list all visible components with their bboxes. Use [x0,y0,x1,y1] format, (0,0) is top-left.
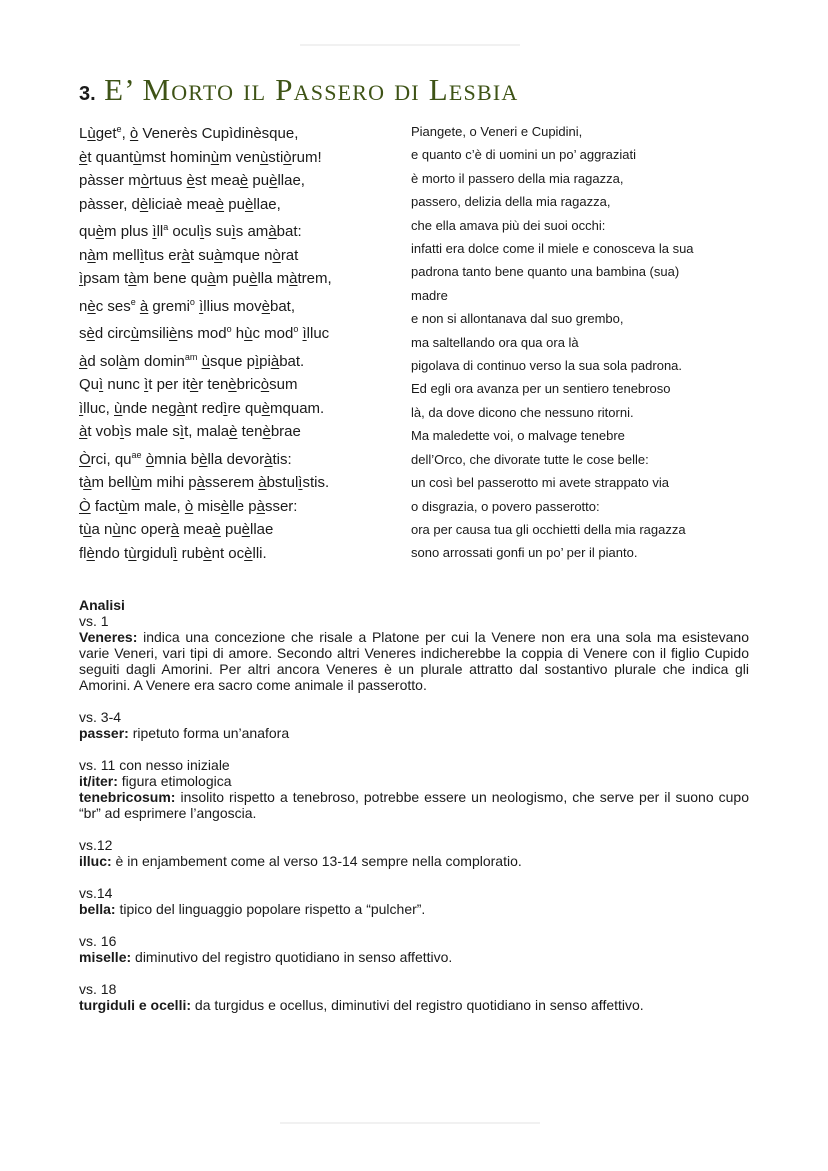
verse-reference: vs.12 [79,837,113,853]
analysis-text: figura etimologica [117,773,232,789]
title-number: 3. [79,83,96,105]
analysis-text: indica una concezione che risale a Platone per cui la Venere non era una sola ma esistevano varie Veneri, vari tipi di amore. Secondo altri Veneres indicherebbe la coppia di Venere con il figlio Cupido seguiti dagli Amorini. Per altri ancora Veneres è un plurale attratto dal sostantivo plurale che indica gli Amorini. A Venere era sacro come animale il passerotto. [79,629,749,693]
italian-line: Piangete, o Veneri e Cupidini, [411,124,583,139]
latin-verse: quèm plus ìll$^a$ oculìs suìs amàbat: [79,222,302,240]
latin-verse: ìlluc, ùnde negànt redìre quèmquam. [79,399,325,417]
analysis-term: illuc: [79,853,112,869]
italian-line: Ed egli ora avanza per un sentiero tenebroso [411,381,671,397]
analysis-block [79,613,749,693]
analysis-entry [79,901,749,917]
faint-footer-artifact [280,1122,540,1124]
analysis-text: tipico del linguaggio popolare rispetto a “pulcher”. [115,901,426,917]
italian-line: o disgrazia, o povero passerotto: [411,498,600,514]
latin-verse: nàm mellìtus eràt suàmque nòrat [79,246,299,264]
analysis-block [79,837,749,869]
analysis-text: da turgidus e ocellus, diminutivi del registro quotidiano in senso affettivo. [191,997,644,1013]
analysis-block [79,709,749,741]
analysis-term: miselle: [79,949,132,965]
verse-reference: vs.14 [79,885,113,901]
latin-verse: àt vobìs male sìt, malaè tenèbrae [79,423,301,440]
analysis-term: bella: [79,901,116,917]
latin-verse: Òrci, $qu^{ae}$ òmnia bèlla devoràtis: [79,449,292,468]
analysis-entry [79,773,749,789]
analysis-term: Veneres: [79,629,138,645]
page-title [79,72,518,108]
analysis-blocks [79,613,749,1013]
verse-reference: vs. 16 [79,933,117,949]
analysis-entry [79,789,749,821]
latin-verse: èt quantùmst hominùm venùstiòrum! [79,148,322,166]
italian-line: e non si allontanava dal suo grembo, [411,311,624,327]
italian-line: un così bel passerotto mi avete strappato via [411,475,669,491]
italian-line: ma saltellando ora qua ora là [411,334,579,350]
analysis-entry [79,853,749,869]
latin-verse: Quì nunc ìt per itèr tenèbricòsum [79,376,298,393]
italian-line: ora per causa tua gli occhietti della mia ragazza [411,521,686,537]
analysis-block [79,757,749,821]
analysis-block [79,981,749,1013]
analysis-block [79,933,749,965]
italian-translation [411,120,771,565]
analysis-term: it/iter: [79,773,118,789]
analysis-block [79,885,749,917]
title-text: E’ Morto il Passero di Lesbia [104,72,519,107]
latin-verse: àd solàm domin$^{am}$ ùsque pìpiàbat. [79,351,305,370]
italian-line: infatti era dolce come il miele e conosceva la sua [411,241,694,257]
latin-verse: flèndo tùrgidulì rubènt ocèlli. [79,544,267,562]
analysis-term: turgiduli e ocelli: [79,997,192,1013]
faint-header-artifact [300,44,520,46]
latin-verse: Lùget$^e$, ò Venerès Cupìdinèsque, [79,124,299,142]
italian-line: sono arrossati gonfi un po’ per il pianto. [411,545,638,561]
italian-line: madre [411,287,448,303]
verse-reference: vs. 1 [79,613,109,629]
latin-verse: pàsser mòrtuus èst meaè puèllae, [79,172,305,189]
verse-reference: vs. 11 con nesso iniziale [79,757,230,773]
analysis-entry [79,725,749,741]
verse-reference: vs. 3-4 [79,709,122,725]
italian-line: passero, delizia della mia ragazza, [411,194,611,210]
italian-line: che ella amava più dei suoi occhi: [411,217,606,233]
latin-verse: ìpsam tàm bene quàm puèlla màtrem, [79,270,332,287]
analysis-entry [79,997,749,1013]
latin-verse: Ò factùm male, ò misèlle pàsser: [79,497,298,515]
italian-line: là, da dove dicono che nessuno ritorni. [411,404,634,420]
analysis-entry [79,949,749,965]
italian-line: e quanto c’è di uomini un po’ aggraziati [411,147,636,163]
latin-poem [79,118,399,565]
analysis-section [79,597,749,1029]
analysis-text: diminutivo del registro quotidiano in senso affettivo. [131,949,453,965]
latin-verse: nèc ses$^e$ à gremi$^o$ ìllius movèbat, [79,296,296,315]
latin-verse: pàsser, dèliciaè meaè puèllae, [79,195,281,213]
italian-line: Ma maledette voi, o malvage tenebre [411,428,625,444]
analysis-text: ripetuto forma un’anafora [128,725,290,741]
italian-line: padrona tanto bene quanto una bambina (sua) [411,264,680,280]
latin-verse: tùa nùnc operà meaè puèllae [79,521,274,538]
analysis-term: tenebricosum: [79,789,176,805]
italian-line: è morto il passero della mia ragazza, [411,170,624,186]
italian-line: pigolava di continuo verso la sua sola padrona. [411,358,683,374]
analysis-heading: Analisi [79,597,125,613]
italian-line: dell’Orco, che divorate tutte le cose belle: [411,451,649,467]
latin-verse: tàm bellùm mihi pàsserem àbstulìstis. [79,474,330,491]
verse-reference: vs. 18 [79,981,117,997]
analysis-text: è in enjambement come al verso 13-14 sempre nella comploratio. [111,853,522,869]
analysis-text: insolito rispetto a tenebroso, potrebbe essere un neologismo, che serve per il suono cupo “br” ad esprimere l’angoscia. [79,789,749,821]
analysis-entry [79,629,749,693]
latin-verse: sèd circùmsilièns mod$^o$ hùc mod$^o$ ìlluc [79,324,330,342]
analysis-term: passer: [79,725,129,741]
